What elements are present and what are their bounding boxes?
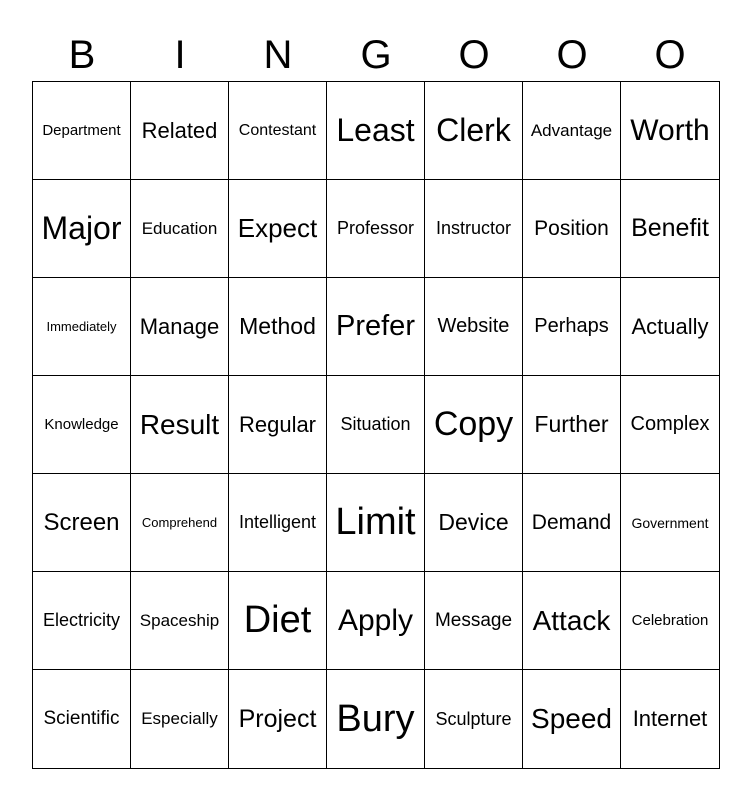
bingo-cell[interactable]: Intelligent xyxy=(229,474,327,572)
header-letter-n: N xyxy=(263,33,293,77)
header-letter-o-3: O xyxy=(654,33,686,77)
bingo-cell[interactable]: Education xyxy=(131,180,229,278)
bingo-board xyxy=(32,81,720,769)
bingo-cell[interactable]: Screen xyxy=(33,474,131,572)
bingo-cell[interactable]: Major xyxy=(33,180,131,278)
bingo-cell[interactable]: Expect xyxy=(229,180,327,278)
bingo-cell[interactable]: Electricity xyxy=(33,572,131,670)
bingo-cell[interactable]: Knowledge xyxy=(33,376,131,474)
bingo-cell[interactable]: Benefit xyxy=(621,180,719,278)
bingo-cell[interactable]: Attack xyxy=(523,572,621,670)
bingo-cell[interactable]: Contestant xyxy=(229,82,327,180)
header-letter-o-2: O xyxy=(556,33,588,77)
bingo-cell[interactable]: Limit xyxy=(327,474,425,572)
bingo-header xyxy=(33,30,719,80)
bingo-cell[interactable]: Sculpture xyxy=(425,670,523,768)
header-letter-i: I xyxy=(174,33,186,77)
bingo-cell[interactable]: Clerk xyxy=(425,82,523,180)
bingo-cell[interactable]: Internet xyxy=(632,706,708,731)
bingo-cell[interactable]: Result xyxy=(131,376,229,474)
bingo-cell[interactable]: Celebration xyxy=(621,572,719,670)
bingo-cell[interactable]: Further xyxy=(523,376,621,474)
bingo-cell[interactable]: Message xyxy=(425,572,523,670)
header-letter-o-1: O xyxy=(458,33,490,77)
bingo-cell[interactable]: Position xyxy=(523,180,621,278)
bingo-cell[interactable]: Spaceship xyxy=(131,572,229,670)
bingo-cell[interactable]: Apply xyxy=(327,572,425,670)
bingo-cell[interactable]: Comprehend xyxy=(131,474,229,572)
bingo-cell[interactable]: Manage xyxy=(131,278,229,376)
bingo-cell[interactable]: Least xyxy=(327,82,425,180)
bingo-cell[interactable]: Professor xyxy=(327,180,425,278)
bingo-cell[interactable]: Advantage xyxy=(523,82,621,180)
bingo-cell[interactable]: Website xyxy=(425,278,523,376)
bingo-cell[interactable]: Worth xyxy=(621,82,719,180)
header-letter-g: G xyxy=(360,33,392,77)
bingo-cell[interactable]: Related xyxy=(131,82,229,180)
bingo-cell[interactable]: Device xyxy=(425,474,523,572)
bingo-cell[interactable]: Immediately xyxy=(33,278,131,376)
bingo-cell[interactable]: Government xyxy=(621,474,719,572)
header-letter-b: B xyxy=(68,33,96,77)
bingo-cell[interactable]: Especially xyxy=(131,670,229,768)
bingo-cell[interactable]: Regular xyxy=(229,376,327,474)
bingo-cell[interactable]: Method xyxy=(229,278,327,376)
bingo-cell[interactable]: Copy xyxy=(425,376,523,474)
bingo-cell[interactable]: Perhaps xyxy=(523,278,621,376)
bingo-cell[interactable]: Speed xyxy=(523,670,621,768)
bingo-cell[interactable]: Prefer xyxy=(327,278,425,376)
bingo-cell[interactable]: Scientific xyxy=(33,670,131,768)
bingo-cell[interactable]: Demand xyxy=(523,474,621,572)
bingo-cell[interactable]: Department xyxy=(33,82,131,180)
bingo-cell[interactable]: Complex xyxy=(621,376,719,474)
bingo-cell[interactable]: Instructor xyxy=(425,180,523,278)
bingo-cell[interactable]: Project xyxy=(229,670,327,768)
bingo-cell[interactable]: Actually xyxy=(621,278,719,376)
bingo-cell[interactable]: Diet xyxy=(229,572,327,670)
bingo-cell[interactable]: Situation xyxy=(327,376,425,474)
bingo-cell[interactable]: Bury xyxy=(327,670,425,768)
